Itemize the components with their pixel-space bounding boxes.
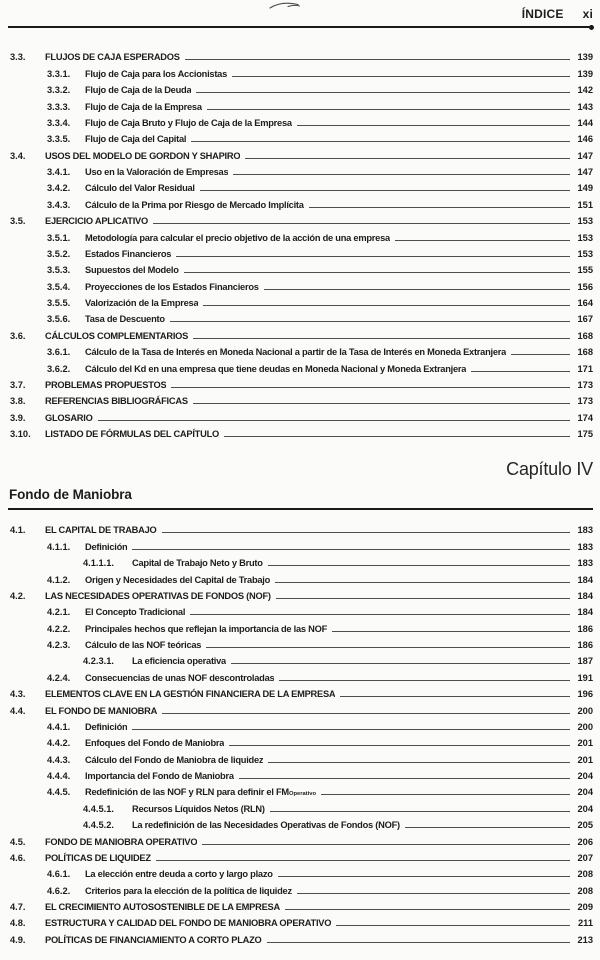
- entry-number: 4.4.5.1.: [83, 803, 115, 814]
- leader-line: [511, 354, 570, 355]
- entry-page-number: 187: [577, 656, 593, 667]
- entry-title: La elección entre deuda a corto y largo plazo: [85, 869, 273, 880]
- entry-title: PROBLEMAS PROPUESTOS: [45, 379, 167, 390]
- toc-entry: [8, 700, 593, 716]
- leader-line: [200, 190, 570, 191]
- entry-number: 4.6.1.: [47, 869, 71, 880]
- header-title: ÍNDICE: [521, 7, 564, 21]
- entry-title: EL FONDO DE MANIOBRA: [45, 705, 158, 716]
- entry-number: 3.6.: [10, 330, 26, 341]
- leader-line: [206, 647, 570, 648]
- entry-title: Redefinición de las NOF y RLN para definir el FM: [85, 787, 289, 798]
- toc-entry: [8, 260, 593, 276]
- entry-number: 4.2.2.: [47, 623, 71, 634]
- entry-number: 4.2.3.: [47, 640, 71, 650]
- leader-line: [340, 696, 570, 697]
- leader-line: [171, 387, 570, 388]
- entry-title: FONDO DE MANIOBRA OPERATIVO: [45, 836, 198, 847]
- leader-line: [162, 532, 571, 533]
- leader-line: [176, 256, 570, 257]
- leader-line: [239, 778, 570, 779]
- entry-number: 4.7.: [10, 902, 26, 912]
- entry-page-number: 204: [577, 787, 593, 798]
- toc-entry: [8, 635, 593, 651]
- leader-line: [170, 321, 570, 322]
- leader-line: [162, 713, 570, 714]
- entry-title: Cálculo de las NOF teóricas: [85, 640, 202, 650]
- entry-title: Supuestos del Modelo: [85, 265, 179, 276]
- entry-number: 4.4.5.: [47, 787, 71, 798]
- entry-page-number: 153: [577, 216, 593, 227]
- entry-number: 3.7.: [10, 379, 26, 390]
- entry-page-number: 200: [577, 721, 593, 732]
- entry-number: 3.4.2.: [47, 183, 71, 194]
- leader-line: [202, 844, 570, 845]
- header-page-number: xi: [582, 7, 593, 21]
- leader-line: [229, 745, 570, 746]
- entry-title: Proyecciones de los Estados Financieros: [85, 281, 259, 292]
- leader-line: [193, 338, 570, 339]
- leader-line: [196, 92, 570, 93]
- leader-line: [153, 223, 570, 224]
- entry-title: Flujo de Caja para los Accionistas: [85, 68, 228, 79]
- toc-entry: [8, 145, 593, 161]
- entry-number: 3.9.: [10, 412, 26, 423]
- leader-line: [184, 272, 570, 273]
- entry-number: 4.4.2.: [47, 738, 71, 749]
- entry-number: 4.6.2.: [47, 885, 71, 896]
- entry-title: CÁLCULOS COMPLEMENTARIOS: [45, 330, 189, 341]
- toc-entry: [8, 586, 593, 602]
- entry-title: Cálculo del Kd en una empresa que tiene deudas en Moneda Nacional y Moneda Extranjera: [85, 363, 467, 374]
- toc-entry: [8, 375, 593, 391]
- leader-line: [132, 549, 570, 550]
- page-header: [522, 7, 593, 21]
- toc-entry: [8, 325, 593, 341]
- entry-title: Origen y Necesidades del Capital de Trabajo: [85, 574, 271, 585]
- entry-number: 3.6.1.: [47, 347, 71, 358]
- entry-page-number: 146: [577, 134, 593, 145]
- toc-entry: [8, 80, 593, 96]
- entry-page-number: 175: [577, 429, 593, 439]
- leader-line: [268, 762, 570, 763]
- entry-subscript: Operativo: [288, 791, 316, 798]
- entry-title: Uso en la Valoración de Empresas: [85, 167, 229, 177]
- entry-title: Consecuencias de unas NOF descontroladas: [85, 672, 275, 683]
- leader-line: [285, 909, 570, 910]
- toc-entry: [8, 47, 593, 63]
- entry-page-number: 147: [577, 167, 593, 177]
- entry-page-number: 149: [577, 183, 593, 194]
- toc-entry: [8, 96, 593, 112]
- rule-end-dot: [589, 25, 594, 30]
- entry-number: 4.4.1.: [47, 721, 71, 732]
- toc-entry: [8, 113, 593, 129]
- entry-number: 3.3.5.: [47, 134, 71, 145]
- entry-number: 4.5.: [10, 836, 26, 847]
- entry-page-number: 200: [577, 705, 593, 716]
- entry-number: 4.4.4.: [47, 771, 71, 781]
- toc-entry: [8, 520, 593, 536]
- entry-number: 4.1.1.: [47, 541, 71, 552]
- toc-entry: [8, 815, 593, 831]
- toc-entry: [8, 733, 593, 749]
- entry-number: 4.4.5.2.: [83, 820, 115, 831]
- toc-entry: [8, 162, 593, 178]
- entry-title: LAS NECESIDADES OPERATIVAS DE FONDOS (NOF): [45, 590, 271, 601]
- entry-number: 3.5.1.: [47, 232, 71, 243]
- entry-number: 3.3.1.: [47, 68, 71, 79]
- leader-line: [297, 125, 570, 126]
- leader-line: [245, 158, 570, 159]
- toc-entry: [8, 749, 593, 765]
- entry-title: FLUJOS DE CAJA ESPERADOS: [45, 52, 180, 63]
- leader-line: [193, 403, 570, 404]
- toc-entry: [8, 391, 593, 407]
- entry-number: 4.2.4.: [47, 672, 71, 683]
- entry-number: 4.2.: [10, 590, 26, 601]
- entry-number: 3.4.3.: [47, 199, 71, 210]
- toc-entry: [8, 244, 593, 260]
- entry-page-number: 204: [577, 803, 593, 814]
- toc-entry: [8, 831, 593, 847]
- toc-entry: [8, 651, 593, 667]
- entry-page-number: 211: [578, 918, 593, 929]
- entry-title: Cálculo del Valor Residual: [85, 183, 195, 194]
- entry-title: Cálculo del Fondo de Maniobra de liquidez: [85, 754, 264, 765]
- entry-title: Cálculo de la Tasa de Interés en Moneda Nacional a partir de la Tasa de Interés en Moneda Extranjera: [85, 347, 507, 358]
- entry-page-number: 143: [577, 101, 593, 112]
- toc-entry: [8, 782, 593, 798]
- leader-line: [156, 860, 570, 861]
- leader-line: [232, 76, 570, 77]
- entry-page-number: 204: [577, 771, 593, 781]
- chapter-4-toc-list: [8, 520, 593, 946]
- entry-number: 4.1.: [10, 525, 26, 536]
- leader-line: [233, 174, 570, 175]
- entry-title: Cálculo de la Prima por Riesgo de Mercado Implícita: [85, 199, 304, 210]
- toc-entry: [8, 342, 593, 358]
- entry-number: 3.10.: [10, 429, 31, 439]
- entry-number: 4.9.: [10, 934, 26, 945]
- entry-title: Flujo de Caja Bruto y Flujo de Caja de la Empresa: [85, 117, 292, 128]
- toc-entry: [8, 553, 593, 569]
- leader-line: [297, 893, 570, 894]
- leader-line: [278, 876, 570, 877]
- toc-entry: [8, 602, 593, 618]
- leader-line: [471, 371, 570, 372]
- entry-page-number: 191: [577, 672, 593, 683]
- leader-line: [405, 827, 570, 828]
- entry-page-number: 186: [577, 640, 593, 650]
- toc-entry: [8, 766, 593, 782]
- chapter-label: Capítulo IV: [506, 459, 593, 479]
- entry-page-number: 209: [577, 902, 593, 912]
- entry-title: Definición: [85, 721, 128, 732]
- entry-title: EL CRECIMIENTO AUTOSOSTENIBLE DE LA EMPRESA: [45, 902, 280, 912]
- toc-entry: [8, 864, 593, 880]
- entry-page-number: 171: [577, 363, 593, 374]
- entry-title: Flujo de Caja de la Deuda: [85, 85, 192, 96]
- entry-page-number: 183: [577, 525, 593, 536]
- entry-title: La eficiencia operativa: [132, 656, 226, 667]
- entry-number: 3.4.1.: [47, 167, 71, 177]
- entry-title: El Concepto Tradicional: [85, 607, 186, 618]
- leader-line: [132, 729, 570, 730]
- entry-number: 4.8.: [10, 918, 26, 929]
- entry-page-number: 167: [577, 314, 593, 325]
- entry-title: Importancia del Fondo de Maniobra: [85, 771, 234, 781]
- leader-line: [231, 663, 570, 664]
- toc-entry: [8, 309, 593, 325]
- entry-page-number: 208: [577, 869, 593, 880]
- toc-entry: [8, 897, 593, 913]
- toc-entry: [8, 798, 593, 814]
- chapter-title: Fondo de Maniobra: [9, 487, 132, 502]
- entry-page-number: 173: [577, 379, 593, 390]
- entry-number: 3.5.4.: [47, 281, 71, 292]
- toc-entry: [8, 424, 593, 440]
- leader-line: [224, 436, 570, 437]
- entry-page-number: 142: [577, 85, 593, 96]
- entry-number: 3.8.: [10, 396, 26, 407]
- entry-title: Enfoques del Fondo de Maniobra: [85, 738, 225, 749]
- entry-page-number: 174: [577, 412, 593, 423]
- leader-line: [309, 207, 570, 208]
- entry-page-number: 207: [577, 852, 593, 863]
- toc-entry: [8, 227, 593, 243]
- toc-entry: [8, 129, 593, 145]
- leader-line: [279, 680, 570, 681]
- entry-page-number: 205: [577, 820, 593, 831]
- entry-title: ESTRUCTURA Y CALIDAD DEL FONDO DE MANIOBRA OPERATIVO: [45, 918, 332, 929]
- leader-line: [336, 925, 570, 926]
- entry-page-number: 156: [577, 281, 593, 292]
- entry-title: Definición: [85, 541, 128, 552]
- scan-squiggle-mark: [268, 1, 302, 11]
- entry-page-number: 184: [577, 607, 593, 618]
- leader-line: [270, 811, 570, 812]
- entry-number: 3.3.4.: [47, 117, 71, 128]
- entry-title: Recursos Líquidos Netos (RLN): [132, 803, 265, 814]
- toc-entry: [8, 293, 593, 309]
- entry-page-number: 153: [577, 232, 593, 243]
- entry-page-number: 208: [577, 885, 593, 896]
- leader-line: [207, 109, 570, 110]
- entry-number: 4.4.3.: [47, 754, 71, 765]
- entry-number: 3.3.3.: [47, 101, 71, 112]
- entry-title: Flujo de Caja del Capital: [85, 134, 187, 145]
- entry-title: Valorización de la Empresa: [85, 298, 199, 308]
- header-rule: [8, 26, 593, 28]
- entry-page-number: 139: [577, 52, 593, 63]
- leader-line: [332, 631, 570, 632]
- toc-entry: [8, 618, 593, 634]
- entry-page-number: 168: [577, 330, 593, 341]
- toc-entry: [8, 848, 593, 864]
- toc-entry: [8, 667, 593, 683]
- entry-page-number: 206: [577, 836, 593, 847]
- leader-line: [185, 59, 570, 60]
- entry-page-number: 155: [577, 265, 593, 276]
- entry-page-number: 201: [577, 738, 593, 749]
- entry-title: Flujo de Caja de la Empresa: [85, 101, 202, 112]
- entry-page-number: 139: [577, 68, 593, 79]
- entry-number: 4.1.1.1.: [83, 558, 115, 569]
- toc-entry: [8, 717, 593, 733]
- entry-page-number: 196: [577, 689, 593, 700]
- leader-line: [267, 942, 571, 943]
- entry-title: EL CAPITAL DE TRABAJO: [45, 525, 157, 536]
- entry-title: Tasa de Descuento: [85, 314, 165, 325]
- leader-line: [98, 420, 570, 421]
- entry-number: 4.4.: [10, 705, 26, 716]
- toc-entry: [8, 913, 593, 929]
- leader-line: [275, 582, 570, 583]
- entry-page-number: 186: [577, 623, 593, 634]
- entry-number: 3.4.: [10, 150, 26, 161]
- leader-line: [191, 141, 570, 142]
- entry-title: Criterios para la elección de la política de liquidez: [85, 885, 292, 896]
- entry-page-number: 183: [577, 541, 593, 552]
- entry-page-number: 151: [577, 199, 593, 210]
- entry-number: 4.1.2.: [47, 574, 71, 585]
- toc-entry: [8, 194, 593, 210]
- chapter-3-toc-list: [8, 47, 593, 440]
- entry-title: Estados Financieros: [85, 248, 172, 259]
- entry-page-number: 213: [577, 934, 593, 945]
- leader-line: [395, 240, 570, 241]
- entry-page-number: 184: [577, 590, 593, 601]
- entry-title: LISTADO DE FÓRMULAS DEL CAPÍTULO: [45, 429, 219, 439]
- entry-page-number: 173: [577, 396, 593, 407]
- entry-page-number: 201: [577, 754, 593, 765]
- entry-page-number: 168: [577, 347, 593, 358]
- leader-line: [190, 614, 570, 615]
- entry-title: Capital de Trabajo Neto y Bruto: [132, 558, 263, 569]
- entry-number: 4.2.1.: [47, 607, 71, 618]
- entry-number: 3.5.3.: [47, 265, 71, 276]
- entry-title: GLOSARIO: [45, 412, 93, 423]
- entry-number: 3.5.2.: [47, 248, 71, 259]
- entry-number: 4.3.: [10, 689, 26, 700]
- entry-title: La redefinición de las Necesidades Operativas de Fondos (NOF): [132, 820, 400, 831]
- entry-page-number: 144: [577, 117, 593, 128]
- toc-entry: [8, 63, 593, 79]
- toc-entry: [8, 880, 593, 896]
- toc-entry: [8, 211, 593, 227]
- leader-line: [203, 305, 570, 306]
- entry-title: REFERENCIAS BIBLIOGRÁFICAS: [45, 396, 188, 407]
- leader-line: [268, 565, 570, 566]
- entry-number: 4.6.: [10, 852, 26, 863]
- toc-entry: [8, 358, 593, 374]
- entry-page-number: 147: [577, 150, 593, 161]
- leader-line: [264, 289, 570, 290]
- entry-title: POLÍTICAS DE LIQUIDEZ: [45, 852, 151, 863]
- chapter-rule: [8, 508, 593, 510]
- toc-entry: [8, 178, 593, 194]
- entry-title: USOS DEL MODELO DE GORDON Y SHAPIRO: [45, 150, 241, 161]
- entry-number: 4.2.3.1.: [83, 656, 115, 667]
- toc-entry: [8, 407, 593, 423]
- entry-page-number: 183: [577, 558, 593, 569]
- leader-line: [276, 598, 570, 599]
- entry-number: 3.6.2.: [47, 363, 71, 374]
- entry-page-number: 184: [577, 574, 593, 585]
- toc-entry: [8, 929, 593, 945]
- toc-entry: [8, 276, 593, 292]
- entry-title: ELEMENTOS CLAVE EN LA GESTIÓN FINANCIERA DE LA EMPRESA: [45, 689, 336, 700]
- entry-title: Principales hechos que reflejan la importancia de las NOF: [85, 623, 328, 634]
- entry-number: 3.3.2.: [47, 85, 71, 96]
- toc-entry: [8, 684, 593, 700]
- entry-title: EJERCICIO APLICATIVO: [45, 216, 148, 227]
- entry-number: 3.5.6.: [47, 314, 71, 325]
- entry-number: 3.5.5.: [47, 298, 71, 308]
- entry-title: Metodología para calcular el precio objetivo de la acción de una empresa: [85, 232, 390, 243]
- entry-page-number: 164: [577, 298, 593, 308]
- entry-number: 3.3.: [10, 52, 26, 63]
- leader-line: [321, 794, 570, 795]
- entry-number: 3.5.: [10, 216, 26, 227]
- entry-page-number: 153: [577, 248, 593, 259]
- toc-entry: [8, 569, 593, 585]
- toc-entry: [8, 536, 593, 552]
- entry-title: POLÍTICAS DE FINANCIAMIENTO A CORTO PLAZO: [45, 934, 262, 945]
